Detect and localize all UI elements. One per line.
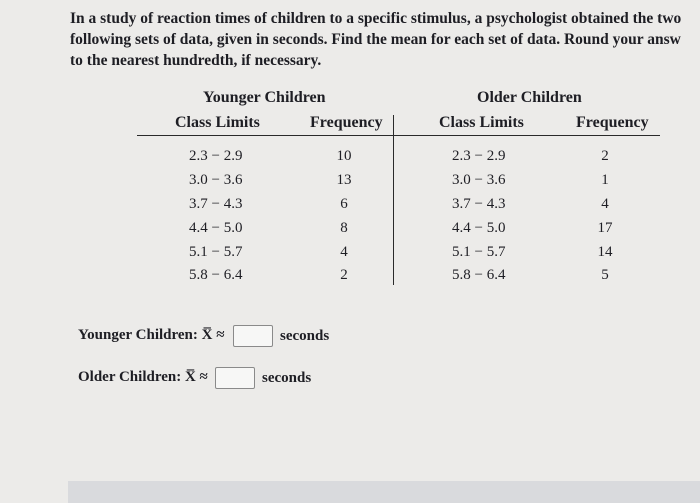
older-limits-1: 2.3 − 2.9 <box>452 148 506 164</box>
question-line-1: In a study of reaction times of children to a specific stimulus, a psychologist obtained the two <box>70 10 682 27</box>
younger-limits-3: 3.7 − 4.3 <box>189 196 243 212</box>
table-center-divider <box>393 115 394 285</box>
younger-mean-symbol: X̅ ≈ <box>201 327 225 343</box>
older-limits-2: 3.0 − 3.6 <box>452 172 506 188</box>
younger-answer-label <box>78 327 224 344</box>
older-freq-4: 17 <box>597 220 613 236</box>
older-limits-3: 3.7 − 4.3 <box>452 196 506 212</box>
younger-freq-header: Frequency <box>310 114 383 131</box>
younger-limits-6: 5.8 − 6.4 <box>189 267 243 283</box>
younger-mean-input[interactable] <box>233 325 273 347</box>
younger-answer-text: Younger Children: <box>78 327 198 343</box>
older-class-header: Class Limits <box>439 114 524 131</box>
question-text <box>70 8 700 71</box>
younger-class-header: Class Limits <box>175 114 260 131</box>
younger-limits-1: 2.3 − 2.9 <box>189 148 243 164</box>
older-answer-text: Older Children: <box>78 369 182 385</box>
older-limits-5: 5.1 − 5.7 <box>452 244 506 260</box>
younger-freq-3: 6 <box>340 196 348 212</box>
older-limits-4: 4.4 − 5.0 <box>452 220 506 236</box>
older-mean-input[interactable] <box>215 367 255 389</box>
older-title: Older Children <box>477 89 582 106</box>
younger-freq-2: 13 <box>336 172 352 188</box>
older-freq-3: 4 <box>601 196 609 212</box>
footer-bar <box>68 481 700 503</box>
older-freq-6: 5 <box>601 267 609 283</box>
question-line-3: to the nearest hundredth, if necessary. <box>70 52 322 69</box>
older-freq-1: 2 <box>601 148 609 164</box>
younger-freq-5: 4 <box>340 244 348 260</box>
older-unit: seconds <box>262 370 312 386</box>
older-freq-2: 1 <box>601 172 609 188</box>
older-freq-header: Frequency <box>576 114 649 131</box>
table-header-divider <box>137 135 660 136</box>
younger-title: Younger Children <box>203 89 326 106</box>
older-answer-label <box>78 369 208 386</box>
younger-freq-4: 8 <box>340 220 348 236</box>
younger-freq-6: 2 <box>340 267 348 283</box>
question-line-2: following sets of data, given in seconds. Find the mean for each set of data. Round your answ <box>70 31 681 48</box>
older-limits-6: 5.8 − 6.4 <box>452 267 506 283</box>
younger-unit: seconds <box>280 328 330 344</box>
younger-limits-4: 4.4 − 5.0 <box>189 220 243 236</box>
younger-limits-2: 3.0 − 3.6 <box>189 172 243 188</box>
younger-freq-1: 10 <box>336 148 352 164</box>
younger-limits-5: 5.1 − 5.7 <box>189 244 243 260</box>
older-freq-5: 14 <box>597 244 613 260</box>
older-mean-symbol: X̅ ≈ <box>184 369 208 385</box>
